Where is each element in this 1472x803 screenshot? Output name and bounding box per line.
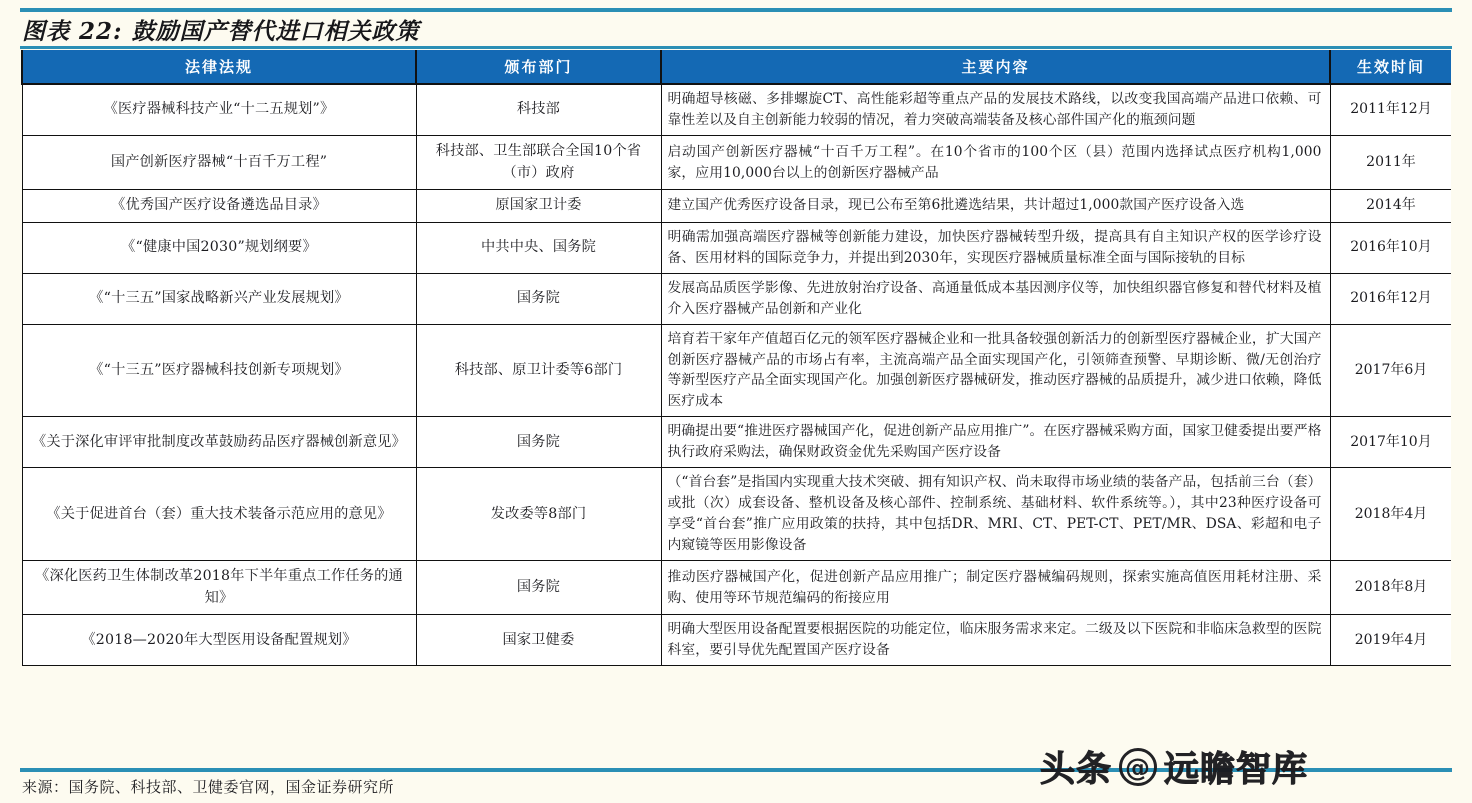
cell-content: 建立国产优秀医疗设备目录，现已公布至第6批遴选结果，共计超过1,000款国产医疗设备入选: [661, 190, 1330, 223]
cell-date: 2014年: [1330, 190, 1451, 223]
cell-department: 科技部、原卫计委等6部门: [416, 324, 661, 417]
cell-law: 《医疗器械科技产业“十二五规划”》: [22, 84, 416, 135]
table-row: [22, 135, 1451, 189]
cell-date: 2011年12月: [1330, 84, 1451, 135]
cell-content: （“首台套”是指国内实现重大技术突破、拥有知识产权、尚未取得市场业绩的装备产品，包括前三台（套）或批（次）成套设备、整机设备及核心部件、控制系统、基础材料、软件系统等。），其中23种医疗设备可享受“首台套”推广应用政策的扶持，其中包括DR、MRI、CT、PET-CT、PET/MR、DSA、彩超和电子内窥镜等医用影像设备: [661, 468, 1330, 561]
cell-department: 国家卫健委: [416, 615, 661, 666]
table-row: [22, 273, 1451, 324]
cell-content: 明确提出要“推进医疗器械国产化，促进创新产品应用推广”。在医疗器械采购方面，国家卫健委提出要严格执行政府采购法，确保财政资金优先采购国产医疗设备: [661, 417, 1330, 468]
cell-date: 2016年10月: [1330, 222, 1451, 273]
page-title: 图表 22: 鼓励国产替代进口相关政策: [22, 17, 420, 45]
table-row: [22, 417, 1451, 468]
policy-table: [21, 50, 1451, 666]
table-row: [22, 190, 1451, 223]
cell-content: 明确需加强高端医疗器械等创新能力建设，加快医疗器械转型升级，提高具有自主知识产权的医学诊疗设备、医用材料的国际竞争力，并提出到2030年，实现医疗器械质量标准全面与国际接轨的目标: [661, 222, 1330, 273]
cell-department: 国务院: [416, 273, 661, 324]
figure-title-bar: [22, 12, 1442, 46]
table-body: [22, 84, 1451, 666]
watermark-account: 远瞻智库: [1164, 750, 1309, 790]
cell-department: 科技部、卫生部联合全国10个省（市）政府: [416, 135, 661, 189]
table-row: [22, 468, 1451, 561]
column-header-law: 法律法规: [22, 50, 416, 84]
table-row: [22, 561, 1451, 615]
cell-law: 国产创新医疗器械“十百千万工程”: [22, 135, 416, 189]
table-row: [22, 222, 1451, 273]
cell-law: 《优秀国产医疗设备遴选品目录》: [22, 190, 416, 223]
cell-law: 《2018—2020年大型医用设备配置规划》: [22, 615, 416, 666]
table-header: [22, 50, 1451, 84]
cell-content: 明确超导核磁、多排螺旋CT、高性能彩超等重点产品的发展技术路线，以改变我国高端产品进口依赖、可靠性差以及自主创新能力较弱的情况，着力突破高端装备及核心部件国产化的瓶颈问题: [661, 84, 1330, 135]
cell-date: 2011年: [1330, 135, 1451, 189]
cell-law: 《关于促进首台（套）重大技术装备示范应用的意见》: [22, 468, 416, 561]
cell-department: 原国家卫计委: [416, 190, 661, 223]
cell-department: 国务院: [416, 417, 661, 468]
cell-law: 《“健康中国2030”规划纲要》: [22, 222, 416, 273]
at-symbol-icon: @: [1119, 748, 1157, 786]
cell-law: 《深化医药卫生体制改革2018年下半年重点工作任务的通知》: [22, 561, 416, 615]
column-header-department: 颁布部门: [416, 50, 661, 84]
table-row: [22, 84, 1451, 135]
source-note: 来源：国务院、科技部、卫健委官网，国金证券研究所: [22, 778, 395, 796]
cell-department: 科技部: [416, 84, 661, 135]
policy-table-viewport: [21, 50, 1451, 768]
column-header-date: 生效时间: [1330, 50, 1451, 84]
table-row: [22, 324, 1451, 417]
cell-date: 2017年10月: [1330, 417, 1451, 468]
watermark-brand: 头条: [1040, 750, 1113, 790]
bottom-accent-rule: [20, 768, 1452, 772]
cell-date: 2019年4月: [1330, 615, 1451, 666]
cell-law: 《“十三五”国家战略新兴产业发展规划》: [22, 273, 416, 324]
cell-law: 《“十三五”医疗器械科技创新专项规划》: [22, 324, 416, 417]
cell-date: 2018年4月: [1330, 468, 1451, 561]
cell-date: 2018年8月: [1330, 561, 1451, 615]
title-underline-rule: [20, 46, 1452, 49]
cell-content: 推动医疗器械国产化，促进创新产品应用推广；制定医疗器械编码规则，探索实施高值医用耗材注册、采购、使用等环节规范编码的衔接应用: [661, 561, 1330, 615]
cell-content: 培育若干家年产值超百亿元的领军医疗器械企业和一批具备较强创新活力的创新型医疗器械企业，扩大国产创新医疗器械产品的市场占有率，主流高端产品全面实现国产化，引领筛查预警、早期诊断、微/无创治疗等新型医疗产品全面实现国产化。加强创新医疗器械研发，推动医疗器械的品质提升，减少进口依赖，降低医疗成本: [661, 324, 1330, 417]
column-header-content: 主要内容: [661, 50, 1330, 84]
cell-department: 发改委等8部门: [416, 468, 661, 561]
table-header-row: [22, 50, 1451, 84]
cell-content: 明确大型医用设备配置要根据医院的功能定位，临床服务需求来定。二级及以下医院和非临床急救型的医院科室，要引导优先配置国产医疗设备: [661, 615, 1330, 666]
cell-department: 中共中央、国务院: [416, 222, 661, 273]
cell-content: 启动国产创新医疗器械“十百千万工程”。在10个省市的100个区（县）范围内选择试点医疗机构1,000家，应用10,000台以上的创新医疗器械产品: [661, 135, 1330, 189]
cell-content: 发展高品质医学影像、先进放射治疗设备、高通量低成本基因测序仪等，加快组织器官修复和替代材料及植介入医疗器械产品创新和产业化: [661, 273, 1330, 324]
cell-law: 《关于深化审评审批制度改革鼓励药品医疗器械创新意见》: [22, 417, 416, 468]
cell-date: 2016年12月: [1330, 273, 1451, 324]
cell-date: 2017年6月: [1330, 324, 1451, 417]
table-row: [22, 615, 1451, 666]
cell-department: 国务院: [416, 561, 661, 615]
